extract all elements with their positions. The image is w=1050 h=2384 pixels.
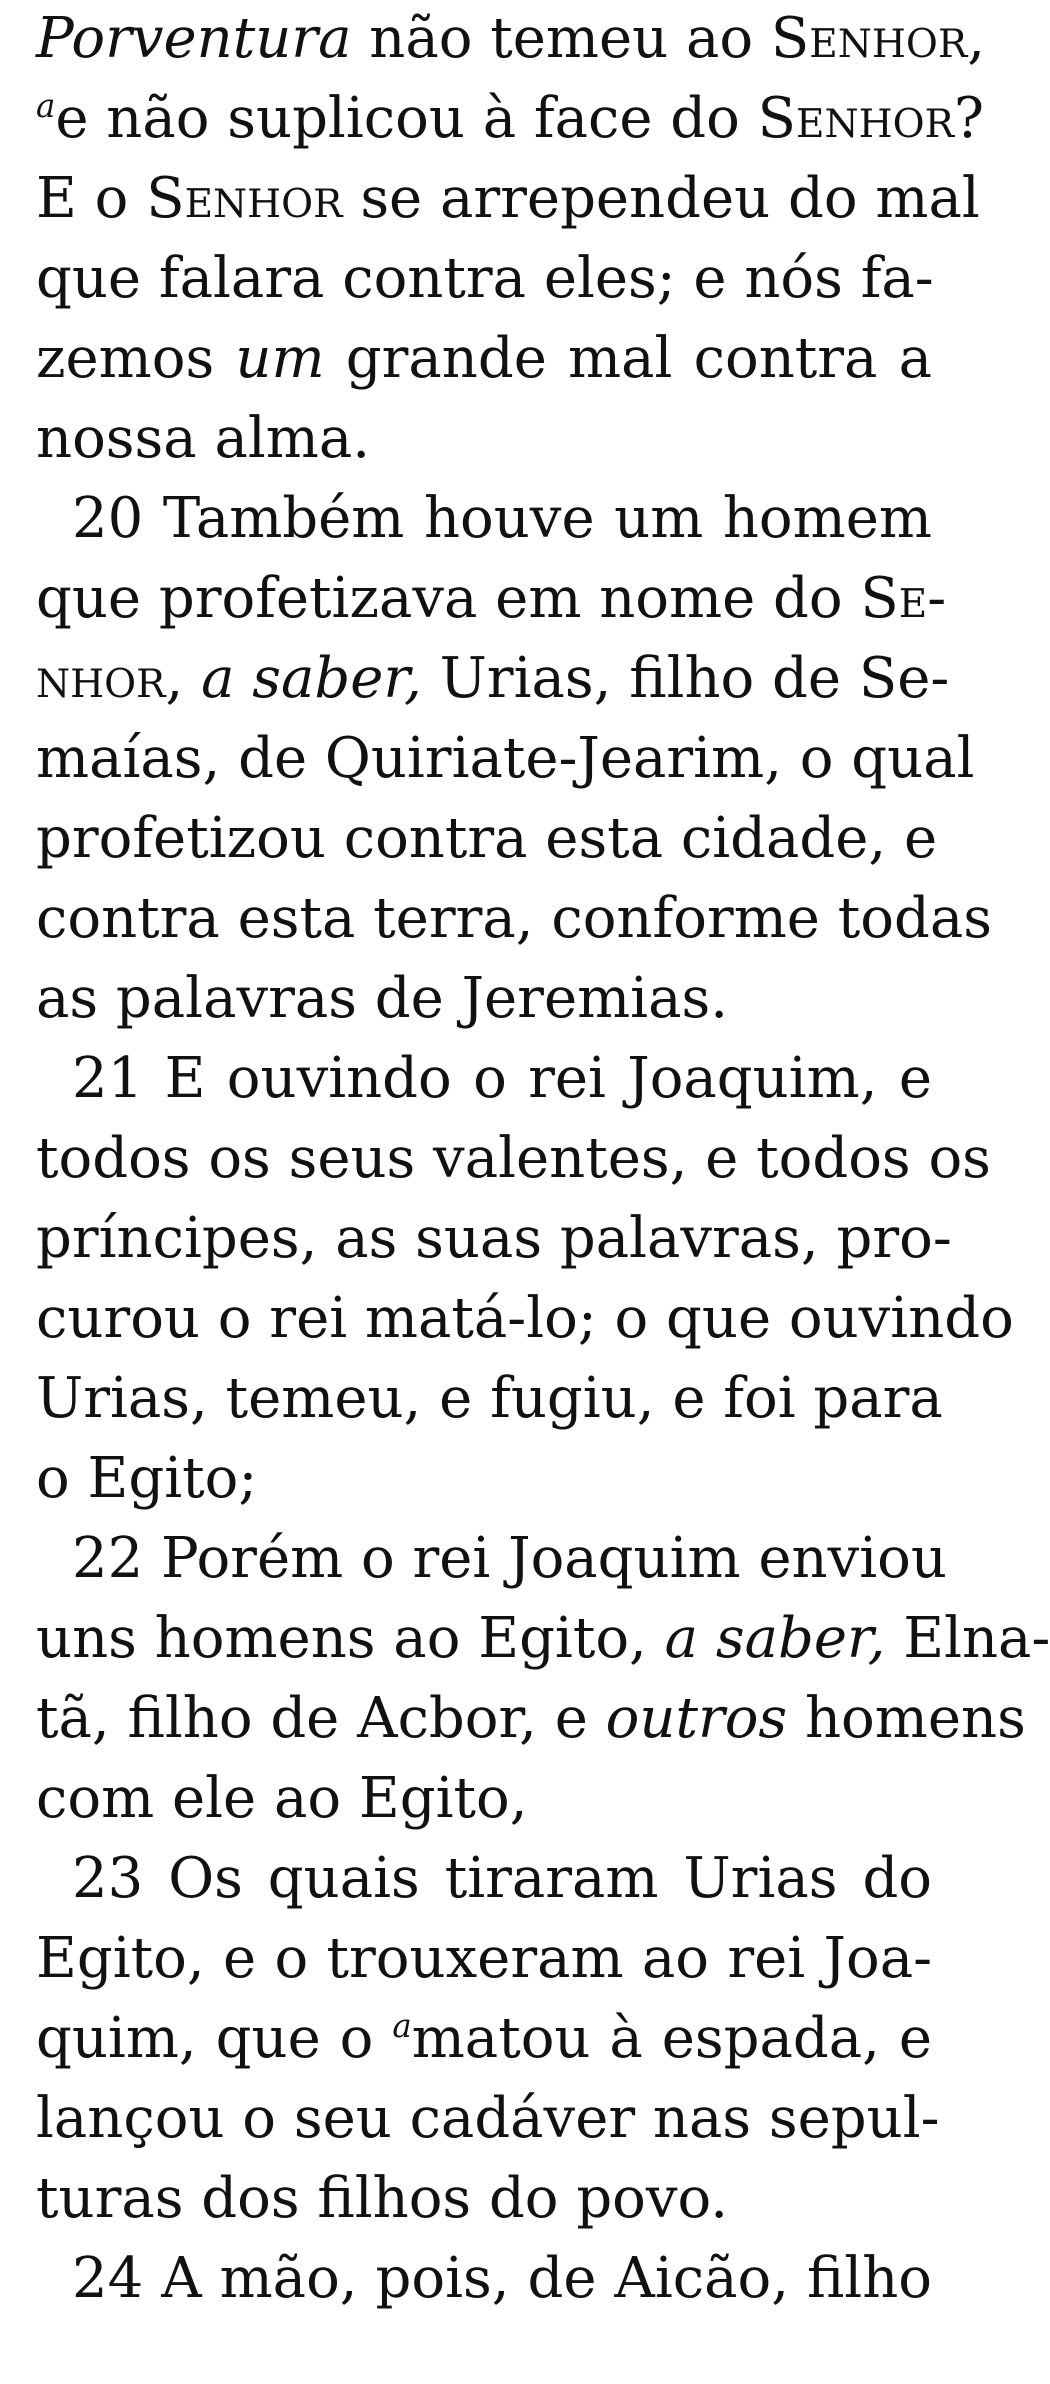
text-line: profetizou contra esta cidade, e xyxy=(36,806,938,871)
italic-word: Porventura xyxy=(36,6,352,71)
italic-word: a saber, xyxy=(664,1606,886,1671)
text-line: curou o rei matá-lo; o que ouvindo xyxy=(36,1286,1014,1351)
verse-23-start: 23 Os quais tiraram Urias do xyxy=(72,1846,932,1911)
text-line: nossa alma. xyxy=(36,406,371,471)
text-line: turas dos filhos do povo. xyxy=(36,2166,729,2231)
italic-word: outros xyxy=(605,1686,788,1751)
verse-24-start: 24 A mão, pois, de Aicão, filho xyxy=(72,2246,932,2311)
footnote-marker: a xyxy=(392,2006,412,2045)
text-line: E o Senhor se arrependeu do mal xyxy=(36,166,980,231)
text-line: $^a$e não suplicou à face do Senhor? xyxy=(36,86,984,151)
text-line: todos os seus valentes, e todos os xyxy=(36,1126,991,1191)
text-line: que profetizava em nome do Se- xyxy=(36,566,947,631)
text-line: o Egito; xyxy=(36,1446,258,1511)
verse-21-start: 21 E ouvindo o rei Joaquim, e xyxy=(72,1046,932,1111)
text-line: Urias, temeu, e fugiu, e foi para xyxy=(36,1366,943,1431)
text-line: que falara contra eles; e nós fa- xyxy=(36,246,934,311)
divine-name: Senhor xyxy=(770,6,968,71)
footnote-marker: a xyxy=(36,86,56,125)
text-line: lançou o seu cadáver nas sepul- xyxy=(36,2086,940,2151)
text-line: as palavras de Jeremias. xyxy=(36,966,729,1031)
divine-name: Senhor xyxy=(146,166,343,231)
text-line: maías, de Quiriate-Jearim, o qual xyxy=(36,726,975,791)
divine-name: Senhor xyxy=(757,86,954,151)
text-line: Egito, e o trouxeram ao rei Joa- xyxy=(36,1926,932,1991)
text-line: príncipes, as suas palavras, pro- xyxy=(36,1206,952,1271)
text-line: tã, filho de Acbor, e outros homens xyxy=(36,1686,1026,1751)
text-line: uns homens ao Egito, a saber, Elna- xyxy=(36,1606,1050,1671)
text-line: contra esta terra, conforme todas xyxy=(36,886,992,951)
italic-word: um xyxy=(235,326,325,391)
verse-20-start: 20 Também houve um homem xyxy=(72,486,932,551)
italic-word: a saber, xyxy=(201,646,422,711)
text-line: Porventura não temeu ao Senhor, xyxy=(36,6,986,71)
verse-22-start: 22 Porém o rei Joaquim enviou xyxy=(72,1526,947,1591)
divine-name: nhor xyxy=(36,646,166,711)
text-line: zemos um grande mal contra a xyxy=(36,326,933,391)
divine-name: Se- xyxy=(860,566,947,631)
text-line: com ele ao Egito, xyxy=(36,1766,528,1831)
text-line: quim, que o $^a$matou à espada, e xyxy=(36,2006,932,2071)
text-line: nhor, a saber, Urias, filho de Se- xyxy=(36,646,950,711)
